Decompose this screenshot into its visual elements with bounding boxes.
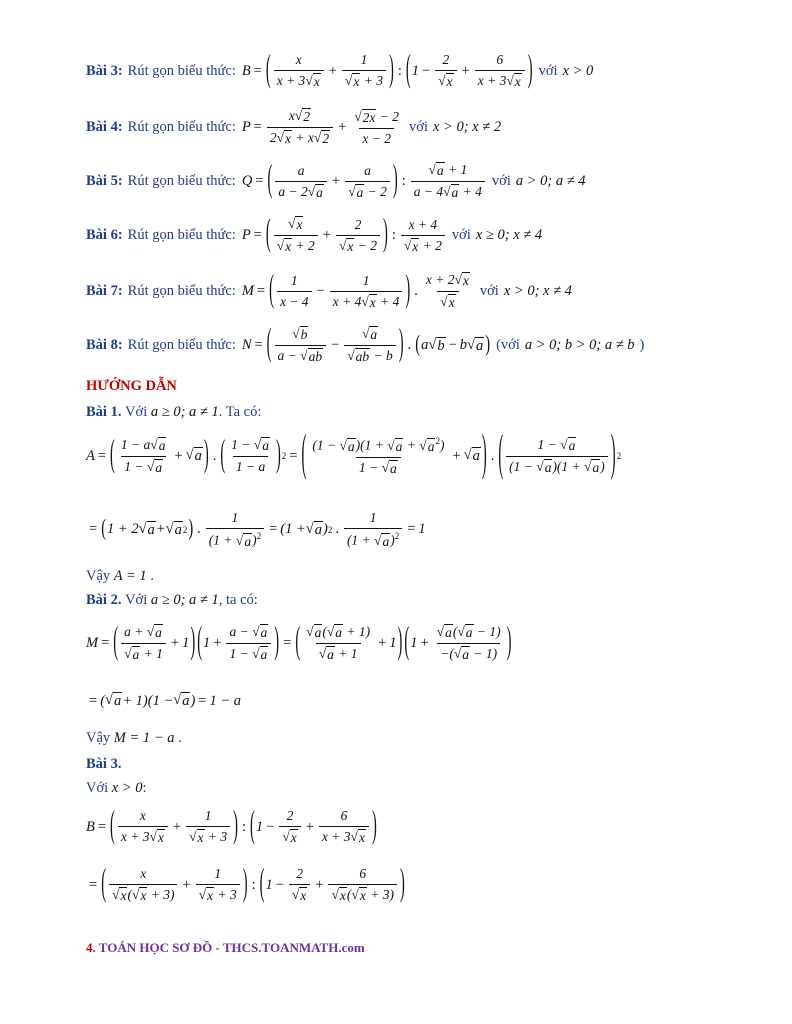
condition: x > 0; x ≠ 2	[433, 119, 502, 135]
b2-label: Bài 2.	[86, 592, 122, 608]
page-footer	[86, 940, 365, 956]
problem-title: Rút gọn biểu thức:	[127, 337, 236, 353]
problem-5	[86, 159, 586, 201]
footer-text: . TOÁN HỌC SƠ ĐỒ - THCS.TOANMATH.com	[92, 940, 365, 955]
problem-label: Bài 7:	[86, 283, 123, 299]
voi-word: với	[491, 173, 511, 189]
b1-intro	[86, 404, 261, 421]
b2-cond: a ≥ 0; a ≠ 1	[150, 592, 219, 608]
formula: N = ( √ b a − √ ab − √ a √ ab − b ) . ( a √ b − b √ a )	[242, 326, 491, 365]
problem-3	[86, 48, 594, 91]
condition: x ≥ 0; x ≠ 4	[475, 227, 543, 243]
b1-label: Bài 1.	[86, 404, 122, 420]
problem-label: Bài 3:	[86, 62, 123, 79]
page-number: 4	[86, 940, 93, 955]
problem-label: Bài 8:	[86, 337, 123, 353]
b2-intro-pre: Với	[125, 592, 148, 608]
b2-step-2	[86, 692, 241, 710]
problem-title: Rút gọn biểu thức:	[127, 227, 236, 243]
formula: P = x √ 2 2 √ x + x √ 2 + √ 2x − 2 x − 2	[242, 108, 404, 147]
problem-title: Rút gọn biểu thức:	[127, 173, 236, 189]
b2-step-1	[86, 621, 512, 663]
b1-cond: a ≥ 0; a ≠ 1	[150, 404, 219, 420]
formula: = ( 1 + 2 √ a + √ a 2 ) . 1 (1 + √ a )$^2$ = (1 + √ a ) 2 . 1 (1 + √ a )$^2$ = 1	[86, 510, 426, 550]
b3-intro-pre: Với	[86, 780, 109, 796]
b2-intro	[86, 592, 258, 609]
problem-label: Bài 6:	[86, 227, 123, 243]
condition: a > 0; b > 0; a ≠ b	[524, 337, 635, 353]
b1-intro-pre: Với	[125, 404, 148, 420]
b1-conclusion	[86, 568, 154, 585]
formula: Q = ( a a − 2 √ a + a √ a − 2 ) : √ a + 1 a − 4 √ a + 4	[242, 162, 487, 201]
guide-heading: HƯỚNG DẪN	[86, 378, 177, 394]
formula: A = ( 1 − a √ a 1 − √ a + √ a ) . ( 1 − √ a 1 − a ) 2 = ( (1 − √ a )(1 + √ a + √ a $^2$) 1 − √ a + √ a ) . ( 1 − √ a (1 − √ a )(1 + √ a ) ) 2	[86, 436, 621, 477]
b1-result: A = 1	[113, 568, 147, 584]
formula: = ( x √ x ( √ x + 3) + 1 √ x + 3 ) : ( 1 − 2 √ x + 6 √ x ( √ x + 3) )	[86, 866, 406, 904]
b1-intro-post: . Ta có:	[218, 404, 262, 420]
b1-conclusion-pre: Vậy	[86, 568, 111, 584]
b2-intro-post: , ta có:	[218, 592, 258, 608]
b1-step-2	[86, 510, 426, 550]
b3-label-line	[86, 756, 121, 773]
problem-title: Rút gọn biểu thức:	[127, 62, 236, 79]
b1-step-1	[86, 426, 622, 483]
b3-label: Bài 3.	[86, 756, 122, 772]
b3-cond: x > 0	[111, 780, 143, 796]
formula: B = ( x x + 3 √ x + 1 √ x + 3 ) : ( 1 − 2 √ x + 6 x + 3 √ x )	[86, 808, 378, 846]
b1-conclusion-post: .	[150, 568, 154, 584]
problem-title: Rút gọn biểu thức:	[127, 283, 236, 299]
problem-label: Bài 5:	[86, 173, 123, 189]
b2-conclusion-pre: Vậy	[86, 730, 111, 746]
problem-7	[86, 269, 572, 311]
formula: P = ( √ x √ x + 2 + 2 √ x − 2 ) : x + 4 √ x + 2	[242, 216, 447, 255]
b3-step-2	[86, 862, 406, 905]
problem-4	[86, 108, 501, 147]
voi-word: với	[409, 119, 428, 135]
condition: x > 0	[562, 62, 594, 79]
formula: B = ( x x + 3 √ x + 1 √ x + 3 ) : ( 1 − 2 √ x + 6 x + 3 √ x )	[242, 52, 534, 90]
voi-paren-word: (với	[496, 337, 520, 353]
voi-word: với	[479, 283, 499, 299]
formula: M = ( a + √ a √ a + 1 + 1 ) ( 1 + a − √ a 1 − √ a ) = ( √ a ( √ a + 1) √ a + 1 + 1 ) ( 1 + √ a ( √ a − 1) −( √ a − 1) )	[86, 624, 512, 663]
voi-word: với	[451, 227, 471, 243]
problem-title: Rút gọn biểu thức:	[127, 119, 236, 135]
formula: = ( √ a + 1)(1 − √ a ) = 1 − a	[86, 692, 241, 710]
b3-intro-post: :	[142, 780, 147, 796]
b3-step-1	[86, 804, 378, 847]
formula: M = ( 1 x − 4 − 1 x + 4 √ x + 4 ) . x + 2 √ x √ x	[242, 272, 475, 311]
problem-8	[86, 323, 649, 365]
b2-conclusion	[86, 730, 182, 747]
voi-word: với	[538, 62, 558, 79]
b3-intro	[86, 780, 147, 797]
problem-label: Bài 4:	[86, 119, 123, 135]
b2-conclusion-post: .	[178, 730, 182, 746]
condition: a > 0; a ≠ 4	[515, 173, 586, 189]
close-paren: )	[639, 337, 645, 353]
b2-result: M = 1 − a	[113, 730, 175, 746]
condition: x > 0; x ≠ 4	[503, 283, 572, 299]
problem-6	[86, 213, 543, 255]
